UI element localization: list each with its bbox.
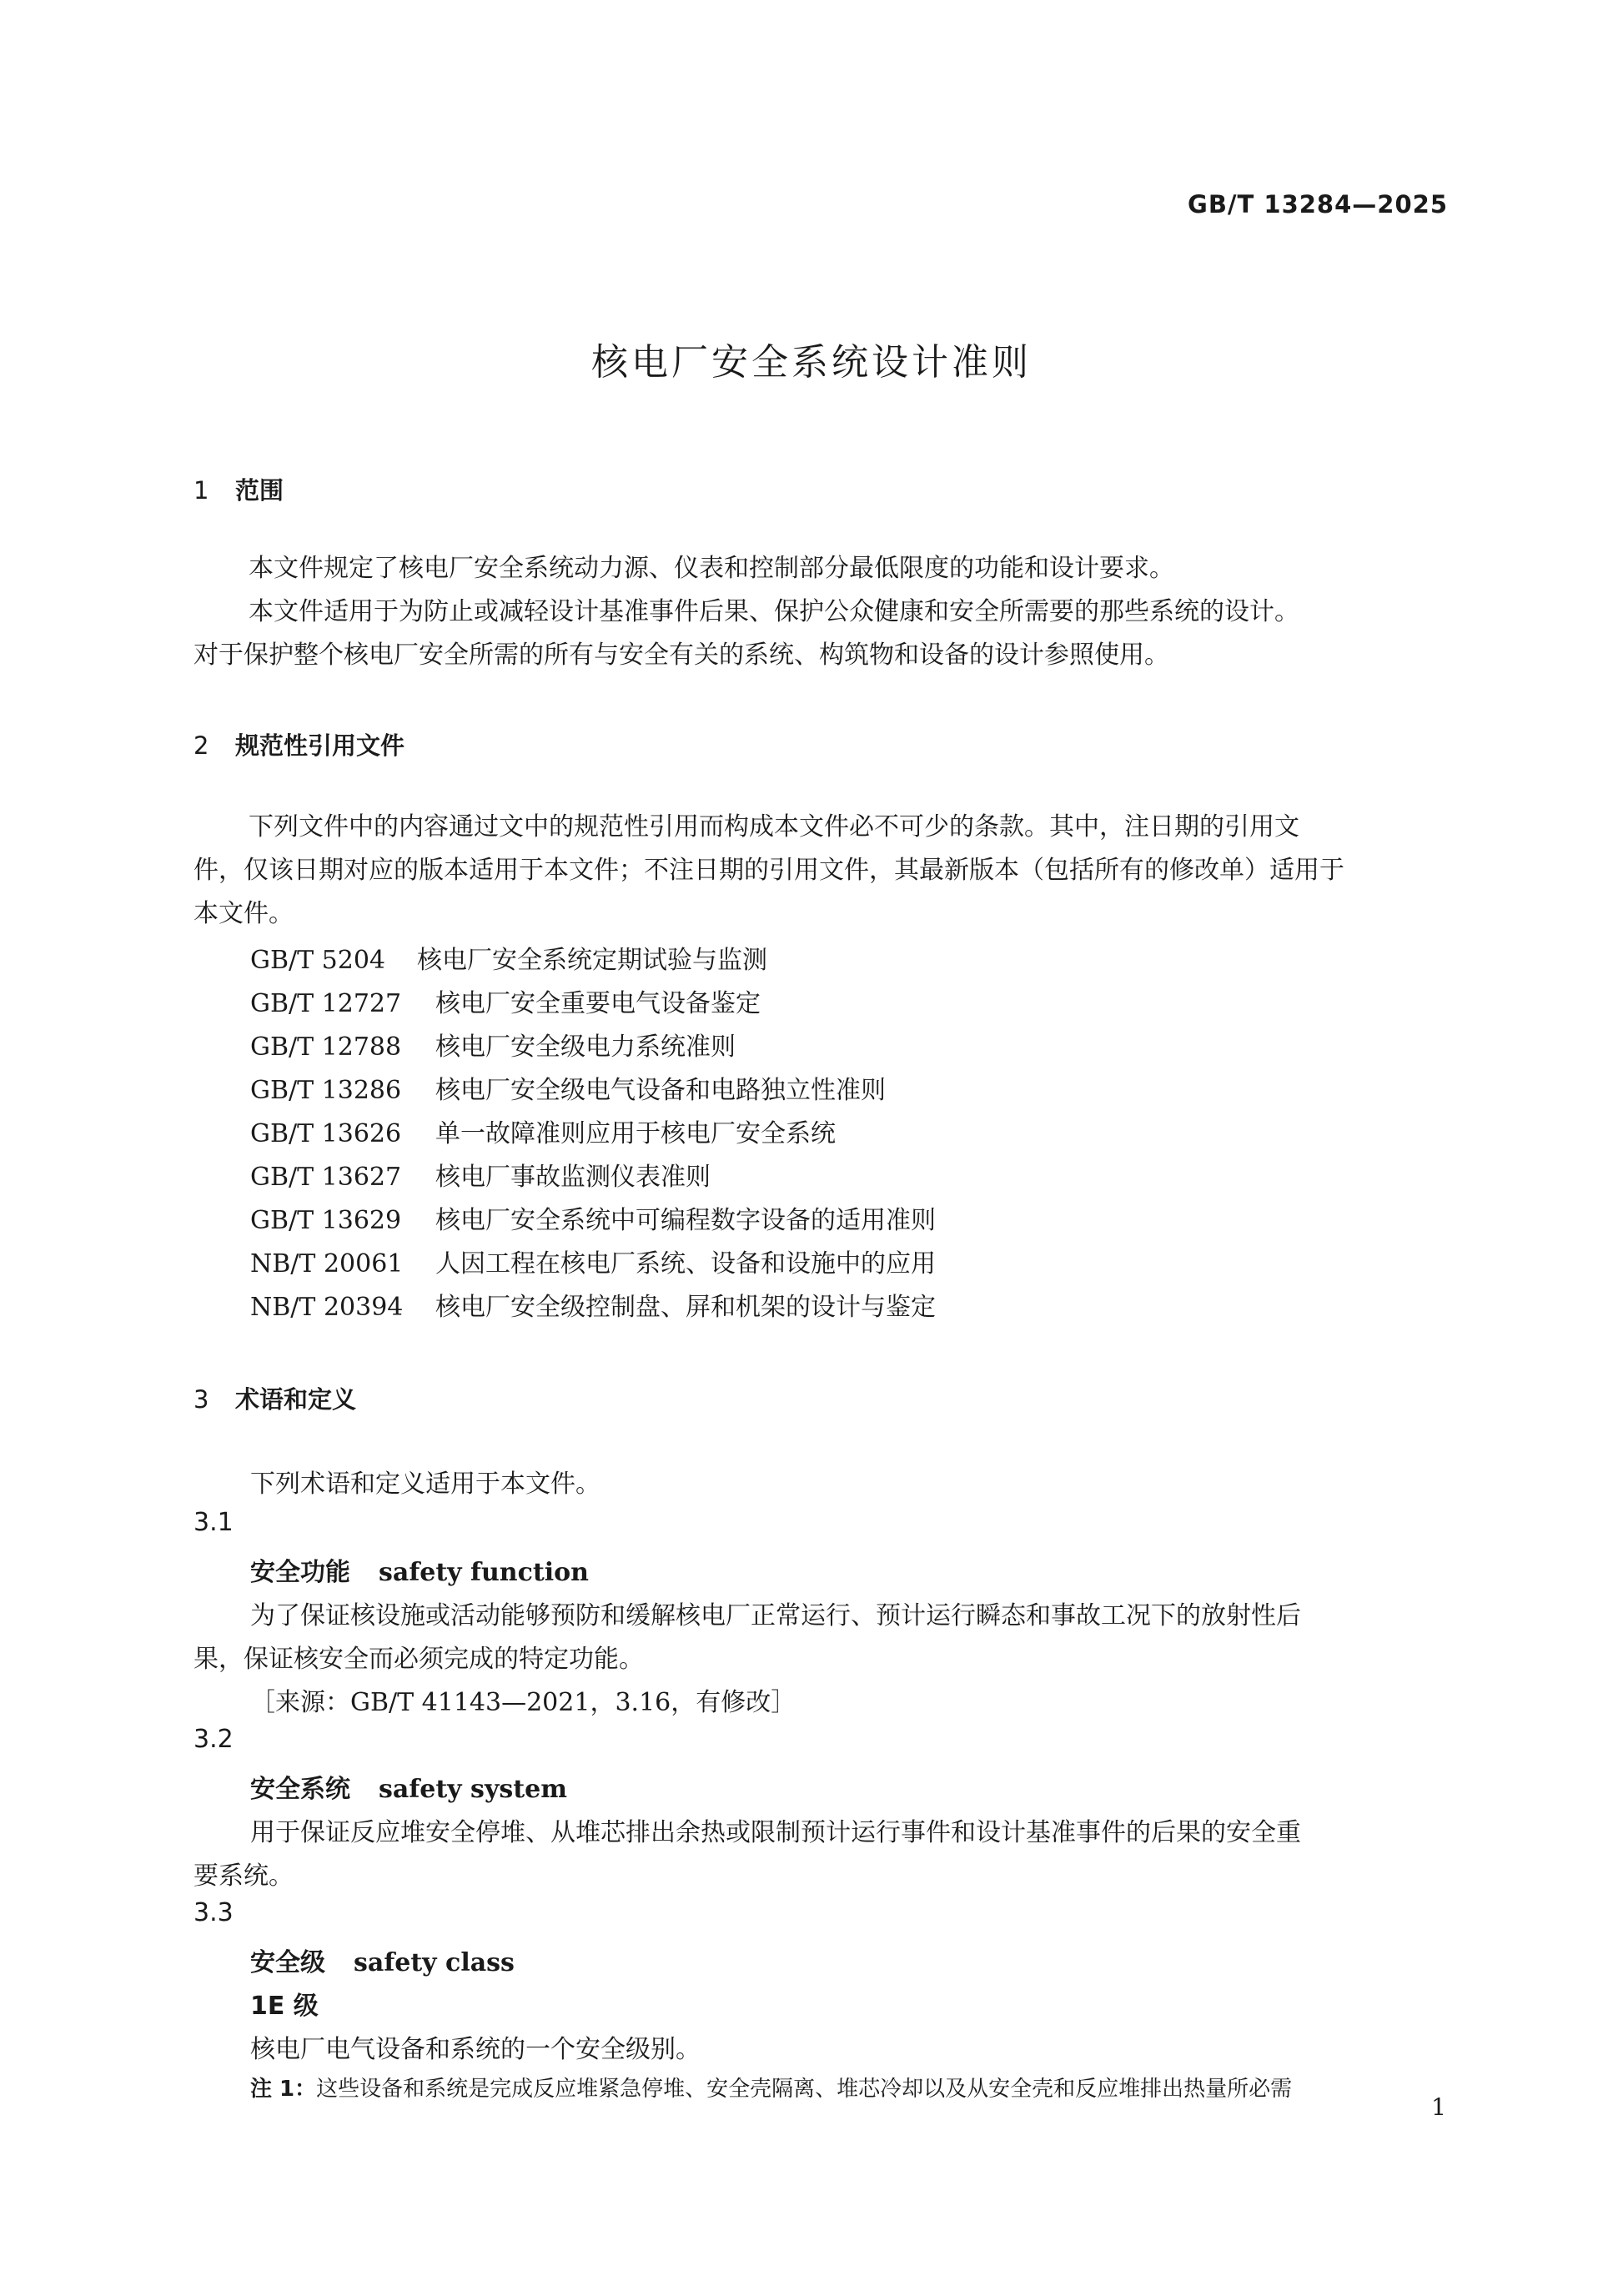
page-number: 1: [1431, 2093, 1446, 2121]
reference-title: 核电厂事故监测仪表准则: [435, 1163, 711, 1192]
reference-code: GB/T 13629: [250, 1206, 402, 1235]
paragraph-line: 本文件。: [193, 899, 294, 928]
reference-item: [250, 939, 767, 976]
reference-title: 核电厂安全系统定期试验与监测: [417, 946, 767, 975]
reference-title: 核电厂安全级控制盘、屏和机架的设计与鉴定: [435, 1293, 936, 1322]
definition-line: 用于保证反应堆安全停堆、从堆芯排出余热或限制预计运行事件和设计基准事件的后果的安全重: [250, 1818, 1301, 1847]
paragraph-line: 本文件适用于为防止或减轻设计基准事件后果、保护公众健康和安全所需要的那些系统的设计。: [249, 597, 1299, 626]
references-intro: [193, 806, 1451, 936]
reference-item: [250, 982, 761, 1019]
reference-code: GB/T 13627: [250, 1163, 402, 1192]
reference-item: [250, 1026, 736, 1063]
reference-item: [250, 1243, 936, 1279]
note-label: 注 1：: [250, 2077, 317, 2102]
term-chinese: 安全系统: [250, 1775, 350, 1804]
reference-code: NB/T 20394: [250, 1293, 404, 1322]
reference-title: 核电厂安全级电力系统准则: [435, 1032, 736, 1062]
reference-item: [250, 1069, 886, 1106]
section-heading-terms-definitions: [193, 1381, 356, 1415]
reference-code: NB/T 20061: [250, 1249, 404, 1279]
term-chinese: 安全级: [250, 1948, 325, 1977]
definition-line: 要系统。: [193, 1861, 294, 1891]
paragraph-line: 下列文件中的内容通过文中的规范性引用而构成本文件必不可少的条款。其中，注日期的引用文: [249, 812, 1299, 842]
term-number: 3.1: [193, 1508, 234, 1537]
term-heading: [250, 1768, 567, 1805]
reference-title: 核电厂安全级电气设备和电路独立性准则: [435, 1076, 886, 1105]
reference-code: GB/T 5204: [250, 946, 386, 975]
section-number: 3: [193, 1385, 209, 1414]
section-title: 术语和定义: [235, 1385, 357, 1414]
paragraph-line: 对于保护整个核电厂安全所需的所有与安全有关的系统、构筑物和设备的设计参照使用。: [193, 641, 1169, 670]
term-english: safety function: [379, 1558, 589, 1587]
reference-title: 人因工程在核电厂系统、设备和设施中的应用: [435, 1249, 936, 1279]
reference-code: GB/T 13626: [250, 1119, 402, 1148]
term-english: safety class: [354, 1948, 515, 1977]
section-number: 1: [193, 476, 209, 505]
reference-item: [250, 1286, 936, 1323]
term-english: safety system: [379, 1775, 567, 1804]
definition-line: 核电厂电气设备和系统的一个安全级别。: [250, 2035, 701, 2064]
reference-title: 单一故障准则应用于核电厂安全系统: [435, 1119, 836, 1148]
paragraph-line: 本文件规定了核电厂安全系统动力源、仪表和控制部分最低限度的功能和设计要求。: [249, 554, 1174, 583]
section-title: 规范性引用文件: [235, 731, 405, 760]
term-number: 3.2: [193, 1725, 234, 1754]
reference-code: GB/T 13286: [250, 1076, 402, 1105]
standard-code: GB/T 13284—2025: [1188, 190, 1448, 219]
term-heading: [250, 1551, 589, 1588]
note: [250, 2072, 1292, 2103]
reference-item: [250, 1156, 711, 1193]
reference-title: 核电厂安全系统中可编程数字设备的适用准则: [435, 1206, 936, 1235]
reference-code: GB/T 12788: [250, 1032, 402, 1062]
term-alternative: 1E 级: [250, 1992, 319, 2021]
paragraph-line: 件，仅该日期对应的版本适用于本文件；不注日期的引用文件，其最新版本（包括所有的修改单）适用于: [193, 856, 1344, 885]
note-text: 这些设备和系统是完成反应堆紧急停堆、安全壳隔离、堆芯冷却以及从安全壳和反应堆排出热量所必需: [316, 2077, 1293, 2102]
definition-source: ［来源：GB/T 41143—2021，3.16，有修改］: [250, 1688, 796, 1717]
term-chinese: 安全功能: [250, 1558, 350, 1587]
definition-line: 为了保证核设施或活动能够预防和缓解核电厂正常运行、预计运行瞬态和事故工况下的放射性后: [250, 1601, 1301, 1630]
term-heading: [250, 1942, 515, 1978]
section-heading-scope: [193, 472, 284, 506]
reference-item: [250, 1199, 936, 1236]
reference-item: [250, 1113, 836, 1149]
terms-intro: 下列术语和定义适用于本文件。: [250, 1470, 600, 1499]
term-number: 3.3: [193, 1898, 234, 1927]
section-title: 范围: [235, 476, 284, 505]
document-title: 核电厂安全系统设计准则: [591, 341, 1032, 384]
reference-title: 核电厂安全重要电气设备鉴定: [435, 989, 761, 1018]
section-number: 2: [193, 731, 209, 760]
section-heading-normative-references: [193, 727, 404, 761]
definition-line: 果，保证核安全而必须完成的特定功能。: [193, 1645, 644, 1674]
reference-code: GB/T 12727: [250, 989, 402, 1018]
scope-paragraphs: [193, 547, 1451, 677]
